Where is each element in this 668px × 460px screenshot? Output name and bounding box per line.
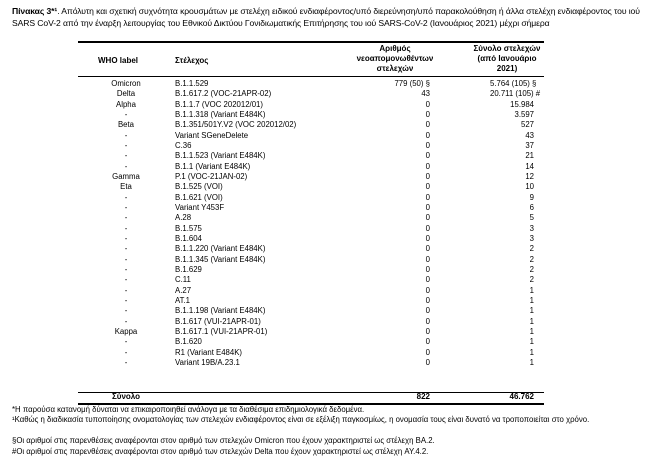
strain-cell: B.1.620 — [175, 337, 202, 347]
table-row — [0, 327, 668, 337]
strain-cell: B.1.1.7 (VOC 202012/01) — [175, 99, 263, 109]
total-count-cell: 37 — [525, 140, 534, 150]
table-row — [0, 131, 668, 141]
total-count-cell: 527 — [520, 120, 534, 130]
who-label-cell: - — [124, 213, 128, 223]
table-row — [0, 89, 668, 99]
table-row — [0, 255, 668, 265]
total-row — [0, 392, 668, 402]
table-row — [0, 193, 668, 203]
table-caption — [12, 6, 660, 29]
new-count-cell: 0 — [425, 326, 430, 336]
strain-cell: B.1.617.1 (VUI-21APR-01) — [175, 326, 268, 336]
total-count-cell: 6 — [529, 202, 534, 212]
header-total-count — [462, 44, 552, 74]
table-row — [0, 141, 668, 151]
header-new-line-2: νεοαπομονωθέντων — [356, 54, 434, 63]
total-count-cell: 1 — [529, 347, 534, 357]
who-label-cell: - — [124, 109, 128, 119]
table-row — [0, 244, 668, 254]
new-count-cell: 0 — [425, 275, 430, 285]
table-row — [0, 286, 668, 296]
table-row — [0, 100, 668, 110]
who-label-cell: - — [124, 202, 128, 212]
total-label: Σύνολο — [111, 392, 141, 401]
new-count-cell: 43 — [421, 89, 430, 99]
strain-cell: A.27 — [175, 285, 192, 295]
table-row — [0, 162, 668, 172]
new-count-cell: 0 — [425, 120, 430, 130]
total-count-cell: 1 — [529, 357, 534, 367]
strain-cell: R1 (Variant E484K) — [175, 347, 243, 357]
new-count-cell: 0 — [425, 316, 430, 326]
table-row — [0, 110, 668, 120]
total-count-cell: 2 — [529, 254, 534, 264]
new-count-cell: 0 — [425, 130, 430, 140]
total-count-cell: 3 — [529, 233, 534, 243]
who-label-cell: Eta — [120, 182, 132, 192]
table-top-rule — [78, 41, 544, 43]
table-row — [0, 224, 668, 234]
header-total-line-3: 2021) — [496, 64, 518, 73]
table-row — [0, 317, 668, 327]
table-caption-label: Πίνακας 3*¹ — [12, 6, 58, 16]
new-count-cell: 0 — [425, 213, 430, 223]
strain-cell: B.1.1 (Variant E484K) — [175, 161, 251, 171]
footnote-asterisk: *Η παρούσα κατανομή δύναται να επικαιροποιηθεί ανάλογα με τα διαθέσιμα επιδημιολογικά δεδομένα. — [12, 405, 365, 414]
header-total-line-1: Σύνολο στελεχών — [473, 44, 541, 53]
table-row — [0, 79, 668, 89]
new-count-cell: 0 — [425, 171, 430, 181]
new-count-cell: 0 — [425, 295, 430, 305]
total-count-cell: 14 — [525, 161, 534, 171]
new-count-cell: 0 — [425, 306, 430, 316]
table-row — [0, 213, 668, 223]
new-count-cell: 0 — [425, 244, 430, 254]
strain-cell: B.1.1.345 (Variant E484K) — [175, 254, 266, 264]
new-count-cell: 779 (50) § — [394, 79, 430, 88]
new-count-cell: 0 — [425, 264, 430, 274]
who-label-cell: - — [124, 130, 128, 140]
new-count-cell: 0 — [425, 285, 430, 295]
strain-cell: B.1.1.220 (Variant E484K) — [175, 244, 266, 254]
who-label-cell: - — [124, 347, 128, 357]
table-row — [0, 151, 668, 161]
who-label-cell: - — [124, 316, 128, 326]
total-count-cell: 2 — [529, 244, 534, 254]
new-count-cell: 0 — [425, 357, 430, 367]
strain-cell: P.1 (VOC-21JAN-02) — [175, 171, 248, 181]
table-row — [0, 182, 668, 192]
total-count-cell: 3.597 — [514, 109, 534, 119]
who-label-cell: - — [124, 151, 128, 161]
who-label-cell: Gamma — [112, 171, 140, 181]
strain-cell: B.1.604 — [175, 233, 202, 243]
table-row — [0, 275, 668, 285]
who-label-cell: - — [124, 254, 128, 264]
total-count-cell: 12 — [525, 171, 534, 181]
total-count-cell: 2 — [529, 264, 534, 274]
new-count-cell: 0 — [425, 182, 430, 192]
total-count-cell: 1 — [529, 337, 534, 347]
strain-cell: Variant 19B/A.23.1 — [175, 357, 240, 367]
total-count-cell: 1 — [529, 295, 534, 305]
total-count-cell: 21 — [525, 151, 534, 161]
who-label-cell: - — [124, 244, 128, 254]
strain-cell: B.1.621 (VOI) — [175, 192, 223, 202]
footnote-naming: ¹Καθώς η διαδικασία τυποποίησης ονοματολογίας των στελεχών ενδιαφέροντος είναι σε εξέλιξη παγκοσμίως, η ονομασία τους είναι δυνατό να τροποποιείται στο χρόνο. — [12, 415, 590, 424]
header-who-label: WHO label — [98, 56, 139, 65]
table-row — [0, 337, 668, 347]
header-new-line-3: στελεχών — [376, 64, 414, 73]
who-label-cell: Alpha — [116, 99, 136, 109]
new-count-cell: 0 — [425, 254, 430, 264]
strain-cell: B.1.1.523 (Variant E484K) — [175, 151, 266, 161]
strain-cell: B.1.629 — [175, 264, 202, 274]
who-label-cell: - — [124, 223, 128, 233]
table-row — [0, 172, 668, 182]
strain-cell: B.1.1.529 — [175, 79, 209, 88]
who-label-cell: - — [124, 295, 128, 305]
strain-cell: Variant Y453F — [175, 202, 225, 212]
table-row — [0, 234, 668, 244]
new-count-cell: 0 — [425, 233, 430, 243]
total-count-cell: 1 — [529, 285, 534, 295]
who-label-cell: - — [124, 192, 128, 202]
new-count-cell: 0 — [425, 140, 430, 150]
total-cumulative-count: 46.762 — [509, 392, 534, 401]
who-label-cell: Kappa — [114, 326, 138, 336]
total-new-count: 822 — [416, 392, 430, 401]
total-count-cell: 3 — [529, 223, 534, 233]
new-count-cell: 0 — [425, 192, 430, 202]
header-new-count — [345, 44, 445, 74]
strain-cell: Variant SGeneDelete — [175, 130, 249, 140]
strain-cell: C.36 — [175, 140, 192, 150]
new-count-cell: 0 — [425, 202, 430, 212]
header-new-line-1: Αριθμός — [379, 44, 411, 53]
total-count-cell: 1 — [529, 326, 534, 336]
strain-cell: AT.1 — [175, 295, 191, 305]
strain-cell: B.1.525 (VOI) — [175, 182, 223, 192]
footnote-delta: #Οι αριθμοί στις παρενθέσεις αναφέρονται στον αριθμό των στελεχών Delta που έχουν χαρακτηριστεί ως στέλεχη AY.4.2. — [12, 447, 429, 456]
strain-cell: B.1.1.318 (Variant E484K) — [175, 109, 266, 119]
who-label-cell: - — [124, 285, 128, 295]
total-count-cell: 43 — [525, 130, 534, 140]
new-count-cell: 0 — [425, 337, 430, 347]
strain-cell: C.11 — [175, 275, 191, 285]
who-label-cell: - — [124, 357, 128, 367]
table-header-rule — [78, 76, 544, 77]
who-label-cell: - — [124, 306, 128, 316]
total-count-cell: 9 — [529, 192, 534, 202]
total-count-cell: 5.764 (105) § — [490, 79, 537, 88]
total-count-cell: 2 — [529, 275, 534, 285]
new-count-cell: 0 — [425, 151, 430, 161]
strain-cell: A.28 — [175, 213, 192, 223]
total-count-cell: 1 — [529, 316, 534, 326]
table-row — [0, 265, 668, 275]
new-count-cell: 0 — [425, 99, 430, 109]
strain-cell: B.1.575 — [175, 223, 202, 233]
total-count-cell: 20.711 (105) # — [490, 89, 541, 99]
new-count-cell: 0 — [425, 161, 430, 171]
new-count-cell: 0 — [425, 223, 430, 233]
table-row — [0, 296, 668, 306]
total-count-cell: 1 — [529, 306, 534, 316]
who-label-cell: - — [124, 275, 128, 285]
total-count-cell: 15.984 — [510, 99, 534, 109]
table-row — [0, 203, 668, 213]
strain-cell: B.1.1.198 (Variant E484K) — [175, 306, 266, 316]
table-row — [0, 120, 668, 130]
who-label-cell: - — [124, 161, 128, 171]
table-row — [0, 348, 668, 358]
new-count-cell: 0 — [425, 347, 430, 357]
who-label-cell: - — [124, 264, 128, 274]
table-row — [0, 306, 668, 316]
who-label-cell: - — [124, 233, 128, 243]
who-label-cell: Delta — [116, 89, 136, 99]
footnote-omicron: §Οι αριθμοί στις παρενθέσεις αναφέρονται στον αριθμό των στελεχών Omicron που έχουν χαρακτηριστεί ως στέλεχη BA.2. — [12, 436, 435, 445]
header-strain: Στέλεχος — [175, 56, 209, 65]
total-count-cell: 5 — [529, 213, 534, 223]
who-label-cell: - — [124, 337, 128, 347]
table-caption-text: . Απόλυτη και σχετική συχνότητα κρουσμάτων με στελέχη ειδικού ενδιαφέροντος/υπό διερεύνηση/υπό παρακολούθηση ή άλλα στελέχη ενδιαφέροντος του ιού SARS CoV-2 από την έναρξη λειτουργίας του Εθνικού Δικτύου Γονιδιωματικής Επιτήρησης του ιού SARS-CoV-2 (Ιανουάριος 2021) μέχρι σήμερα — [12, 6, 640, 28]
strain-cell: B.1.617.2 (VOC-21APR-02) — [175, 89, 272, 99]
who-label-cell: - — [124, 140, 128, 150]
who-label-cell: Beta — [117, 120, 135, 130]
new-count-cell: 0 — [425, 109, 430, 119]
strain-cell: B.1.617 (VUI-21APR-01) — [175, 316, 261, 326]
header-total-line-2: (από Ιανουάριο — [477, 54, 537, 63]
who-label-cell: Omicron — [111, 79, 141, 88]
table-row — [0, 358, 668, 368]
total-count-cell: 10 — [525, 182, 534, 192]
strain-cell: B.1.351/501Y.V2 (VOC 202012/02) — [175, 120, 297, 130]
